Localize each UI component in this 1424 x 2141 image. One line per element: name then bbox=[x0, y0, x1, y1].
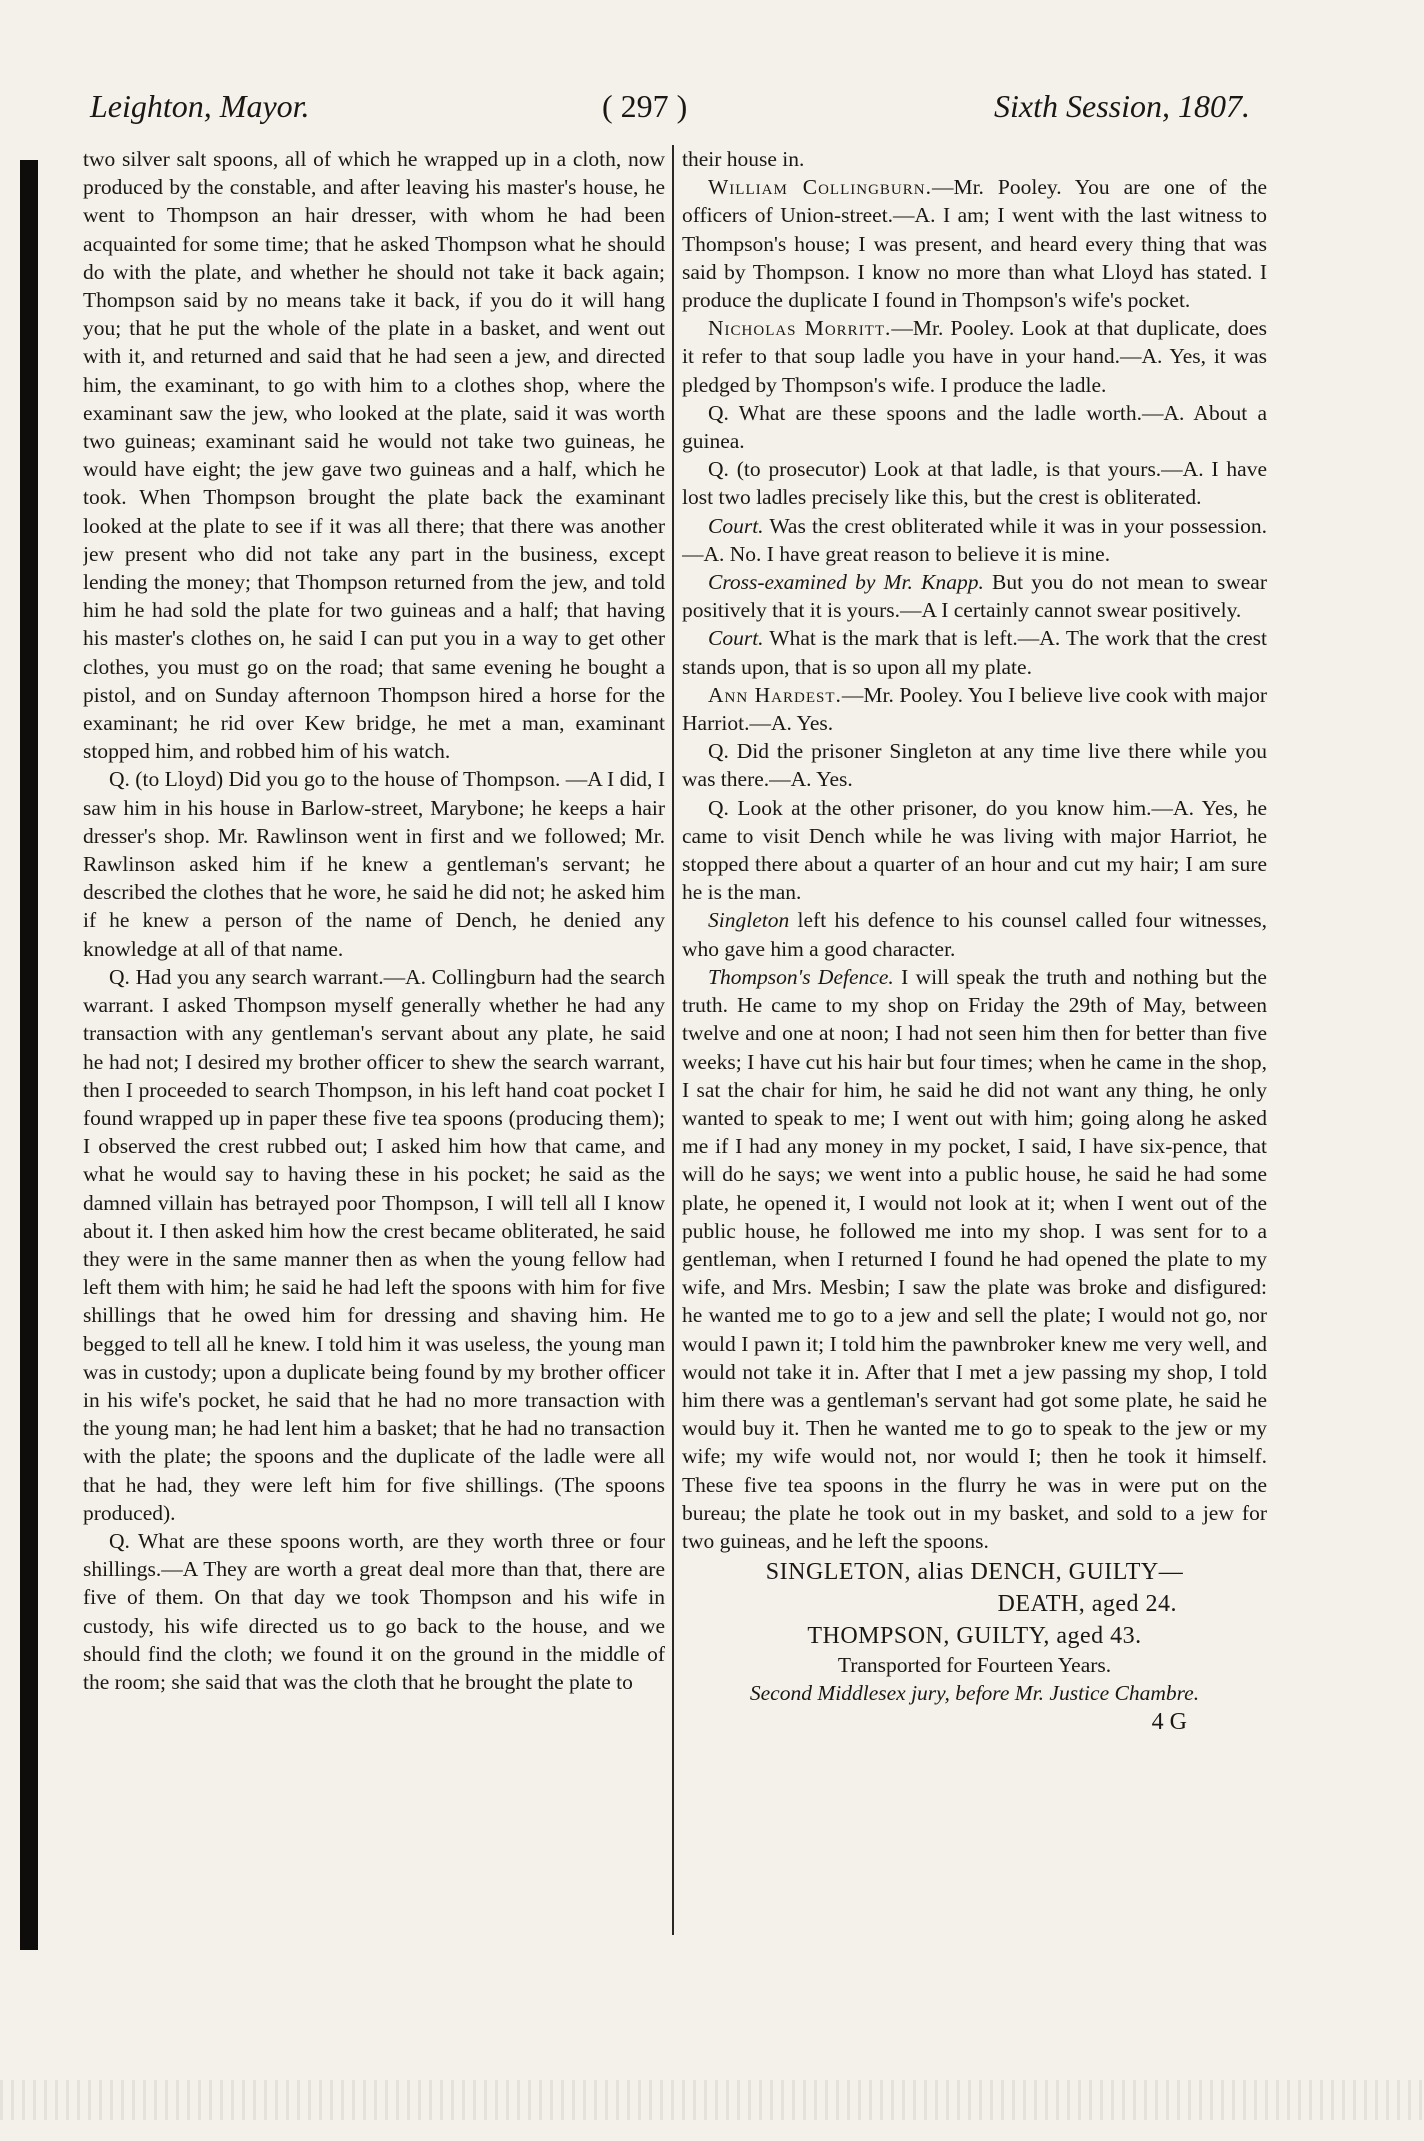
scan-noise bbox=[0, 2080, 1424, 2120]
witness-name: Ann Hardest. bbox=[708, 682, 842, 707]
paragraph: Q. Did the prisoner Singleton at any time live there while you was there.—A. Yes. bbox=[682, 739, 1267, 792]
signature-mark: 4 G bbox=[1151, 1708, 1187, 1735]
jury-line: Second Middlesex jury, before Mr. Justice Chambre. bbox=[749, 1681, 1200, 1706]
page-header bbox=[90, 88, 1250, 138]
paragraph: Nicholas Morritt.—Mr. Pooley. Look at that duplicate, does it refer to that soup ladle you have in your hand.—A. Yes, it was pledged by Thompson's wife. I produce the ladle. bbox=[682, 316, 1267, 397]
paragraph: Cross-examined by Mr. Knapp. But you do not mean to swear positively that it is yours.—A I certainly cannot swear positively. bbox=[682, 570, 1267, 623]
sentence-singleton: DEATH, aged 24. bbox=[997, 1591, 1177, 1618]
sentence-thompson: Transported for Fourteen Years. bbox=[837, 1653, 1112, 1678]
witness-name: Nicholas Morritt. bbox=[708, 316, 892, 341]
paragraph: Q. Look at the other prisoner, do you know him.—A. Yes, he came to visit Dench while he was living with major Harriot, he stopped there about a quarter of an hour and cut my hair; I am sure he is the man. bbox=[682, 795, 1267, 905]
column-divider bbox=[672, 145, 674, 1935]
paragraph: Singleton left his defence to his counsel called four witnesses, who gave him a good character. bbox=[682, 908, 1267, 961]
header-left: Leighton, Mayor. bbox=[90, 88, 310, 124]
paragraph: Q. What are these spoons and the ladle worth.—A. About a guinea. bbox=[682, 400, 1267, 454]
paragraph: two silver salt spoons, all of which he wrapped up in a cloth, now produced by the constable, and after leaving his master's house, he went to Thompson an hair dresser, with whom he had been acquainted for some time; that he asked Thompson what he should do with the plate, and whether he should not take it back again; Thompson said by no means take it back, if you do it will hang you; that he put the whole of the plate in a basket, and went out with it, and returned and said that he had seen a jew, and directed him, the examinant, to go with him to a clothes shop, where the examinant saw the jew, who looked at the plate, said it was worth two guineas; examinant said he would not take two guineas, he would have eight; the jew gave two guineas and a half, which he took. When Thompson brought the plate back the examinant looked at the plate to see if it was all there; that there was another jew present who did not take any part in the business, except lending the money; that Thompson returned from the jew, and told him he had sold the plate for two guineas and a half; that having his master's clothes on, he said I can put you in a way to get other clothes, you must go on the road; that same evening he bought a pistol, and on Sunday afternoon Thompson hired a horse for the examinant; he rid over Kew bridge, he met a man, examinant stopped him, and robbed him of his watch. bbox=[83, 147, 665, 764]
paragraph: Thompson's Defence. I will speak the truth and nothing but the truth. He came to my shop on Friday the 29th of May, between twelve and one at noon; I had not seen him then for better than five weeks; I have cut his hair but four times; when he came in the shop, I sat the chair for him, he said he did not want any thing, he only wanted to speak to me; I went out with him; going along he asked me if I had any money in my pocket, I said, I have six-pence, that will do he says; we went into a public house, he said he had some plate, he opened it, I would not look at it; when I went out of the public house, he followed me into my shop. I was sent for to a gentleman, when I returned I found he had opened the plate to my wife, and Mrs. Mesbin; I saw the plate was broke and disfigured: he wanted me to go to a jew and sell the plate; I would not go, nor would I pawn it; I told him the pawnbroker knew me very well, and would not take it in. After that I met a jew passing my shop, I told him there was a gentleman's servant had got some plate, he said he would buy it. Then he wanted me to go to speak to the jew or my wife; my wife would not, nor would I; then he took it himself. These five tea spoons in the flurry he was in were put on the bureau; the plate he took out in my basket, and sold to a jew for two guineas, and he left the spoons. bbox=[682, 964, 1267, 1553]
verdict-thompson: THOMPSON, GUILTY, aged 43. bbox=[807, 1623, 1142, 1650]
paragraph: their house in. bbox=[682, 147, 805, 171]
left-column bbox=[83, 145, 665, 1965]
header-right: Sixth Session, 1807. bbox=[994, 88, 1250, 124]
page-number: ( 297 ) bbox=[602, 88, 688, 124]
verdict-singleton: SINGLETON, alias DENCH, GUILTY— bbox=[765, 1559, 1184, 1586]
paragraph: Ann Hardest.—Mr. Pooley. You I believe live cook with major Harriot.—A. Yes. bbox=[682, 682, 1267, 736]
paragraph: William Collingburn.—Mr. Pooley. You are one of the officers of Union-street.—A. I am; I went with the last witness to Thompson's house; I was present, and heard every thing that was said by Thompson. I know no more than what Lloyd has stated. I produce the duplicate I found in Thompson's wife's pocket. bbox=[682, 175, 1267, 313]
witness-name: William Collingburn. bbox=[708, 175, 932, 200]
paragraph: Court. Was the crest obliterated while it was in your possession.—A. No. I have great reason to believe it is mine. bbox=[682, 513, 1267, 566]
paragraph: Court. What is the mark that is left.—A. The work that the crest stands upon, that is so upon all my plate. bbox=[682, 626, 1267, 679]
paragraph: Q. Had you any search warrant.—A. Collingburn had the search warrant. I asked Thompson myself generally whether he had any transaction with any gentleman's servant about any plate, he said he had not; I desired my brother officer to shew the search warrant, then I proceeded to search Thompson, in his left hand coat pocket I found wrapped up in paper these five tea spoons (producing them); I observed the crest rubbed out; I asked him how that came, and what he would say to having these in his pocket; he said as the damned villain has betrayed poor Thompson, I will tell all I know about it. I then asked him how the crest became obliterated, he said they were in the same manner then as when the young fellow had left them with him; he said he had left the spoons with him for five shillings that he owed him for dressing and shaving him. He begged to tell all he knew. I told him it was useless, the young man was in custody; upon a duplicate being found by my brother officer in his wife's pocket, he said that he had no more transaction with the young man; he had lent him a basket; that he had no transaction with the plate; the spoons and the duplicate of the ladle were all that he had, they were left him for five shillings. (The spoons produced). bbox=[83, 964, 665, 1525]
right-column bbox=[682, 145, 1267, 1965]
paragraph: Q. (to Lloyd) Did you go to the house of Thompson. —A I did, I saw him in his house in Barlow-street, Marybone; he keeps a hair dresser's shop. Mr. Rawlinson went in first and we followed; Mr. Rawlinson asked him if he knew a gentleman's servant; he described the clothes that he wore, he said he did not; he asked him if he knew a person of the name of Dench, he denied any knowledge at all of that name. bbox=[83, 767, 665, 961]
binding-edge bbox=[20, 160, 38, 1950]
paragraph: Q. (to prosecutor) Look at that ladle, is that yours.—A. I have lost two ladles precisely like this, but the crest is obliterated. bbox=[682, 457, 1267, 510]
paragraph: Q. What are these spoons worth, are they worth three or four shillings.—A They are worth a great deal more than that, there are five of them. On that day we took Thompson and his wife in custody, his wife directed us to go back to the house, and we should find the cloth; we found it on the ground in the middle of the room; she said that was the cloth that he brought the plate to bbox=[83, 1528, 665, 1694]
